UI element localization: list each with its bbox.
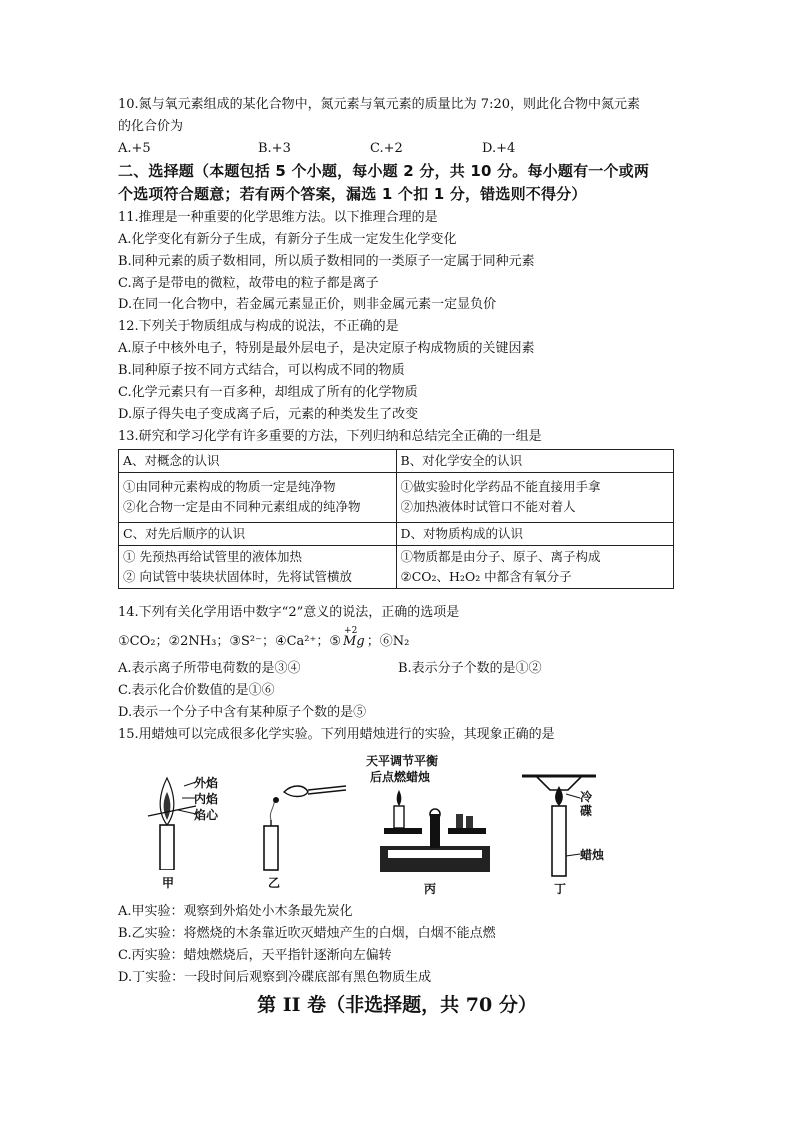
q11-option-c: C.离子是带电的微粒，故带电的粒子都是离子 [118,276,379,291]
q14-option-a: A.表示离子所带电荷数的是③④ [118,661,301,676]
q10-option-b: B.+3 [258,141,291,156]
q15-option-d: D.丁实验：一段时间后观察到冷碟底部有黑色物质生成 [118,970,432,985]
q11-option-a: A.化学变化有新分子生成，有新分子生成一定发生化学变化 [118,232,457,247]
q13-c-item2: ② 向试管中装块状固体时，先将试管横放 [123,569,352,584]
q11-stem: 11.推理是一种重要的化学思维方法。以下推理合理的是 [118,210,438,225]
q13-a-body [119,473,397,523]
q12-stem: 12.下列关于物质组成与构成的说法，不正确的是 [118,319,399,334]
q13-d-item2: ②CO₂、H₂O₂ 中都含有氧分子 [400,569,572,584]
fig-ding-candle-label: 蜡烛 [580,848,605,862]
fig-bing-title-line1: 天平调节平衡 [366,754,439,768]
q13-a-item2: ②化合物一定是由不同种元素组成的纯净物 [123,499,361,514]
q10-stem-line2: 的化合价为 [118,119,184,134]
q15-option-b: B.乙实验：将燃烧的木条靠近吹灭蜡烛产生的白烟，白烟不能点燃 [118,926,496,941]
q13-b-body [396,473,674,523]
q11-option-b: B.同种元素的质子数相同，所以质子数相同的一类原子一定属于同种元素 [118,254,535,269]
q13-c-body [119,546,397,589]
q10-option-d: D.+4 [482,141,516,156]
q14-options-row1 [118,659,678,679]
q13-d-heading: D、对物质构成的认识 [396,523,674,546]
q12-option-a: A.原子中核外电子，特别是最外层电子，是决定原子构成物质的关键因素 [118,341,535,356]
q14-stem: 14.下列有关化学用语中数字“2”意义的说法，正确的选项是 [118,605,460,620]
section2-heading-line2: 个选项符合题意；若有两个答案，漏选 1 个扣 1 分，错选则不得分） [118,185,587,203]
q13-c-heading: C、对先后顺序的认识 [119,523,397,546]
q13-b-item2: ②加热液体时试管口不能对着人 [400,499,576,514]
fig-jia-outer-label: 外焰 [194,776,219,790]
q10-option-a: A.+5 [118,141,151,156]
q14-formula-part2: ；⑥N₂ [366,634,410,649]
q14-option-c: C.表示化合价数值的是①⑥ [118,683,275,698]
fig-ding-label: 丁 [554,882,567,896]
fig-jia-label: 甲 [162,876,175,890]
q12-option-d: D.原子得失电子变成离子后，元素的种类发生了改变 [118,407,419,422]
q14-option-b: B.表示分子个数的是①② [398,661,542,676]
q11-option-d: D.在同一化合物中，若金属元素显正价，则非金属元素一定显负价 [118,297,497,312]
q14-option-d: D.表示一个分子中含有某种原子个数的是⑤ [118,705,367,720]
fig-bing-title-line2: 后点燃蜡烛 [370,770,431,784]
q15-option-c: C.丙实验：蜡烛燃烧后，天平指针逐渐向左偏转 [118,948,392,963]
q15-figures [118,750,678,898]
fig-jia-core-label: 焰心 [194,808,219,822]
q14-formula-mg [343,626,365,652]
q15-stem: 15.用蜡烛可以完成很多化学实验。下列用蜡烛进行的实验，其现象正确的是 [118,727,555,742]
q14-formula-mg-symbol: Mg [343,634,365,649]
blown-candle-figure [256,780,356,874]
fig-yi-label: 乙 [268,876,281,890]
fig-jia-inner-label: 内焰 [194,792,219,806]
q13-a-heading: A、对概念的认识 [119,450,397,473]
q14-formula-part1: ①CO₂；②2NH₃；③S²⁻；④Ca²⁺；⑤ [118,634,342,649]
part2-title: 第 II 卷（非选择题，共 70 分） [257,994,537,1016]
q13-c-item1: ① 先预热再给试管里的液体加热 [123,549,302,564]
q12-option-c: C.化学元素只有一百多种，却组成了所有的化学物质 [118,385,418,400]
fig-ding-dish-label: 冷碟 [580,790,593,818]
q13-stem: 13.研究和学习化学有许多重要的方法，下列归纳和总结完全正确的一组是 [118,429,542,444]
candle-flame-figure [138,770,248,870]
q13-b-item1: ①做实验时化学药品不能直接用手拿 [400,479,601,494]
q10-stem-line1: 10.氮与氧元素组成的某化合物中，氮元素与氧元素的质量比为 7:20，则此化合物中氮元素 [118,97,641,112]
q13-d-item1: ①物质都是由分子、原子、离子构成 [400,549,601,564]
q10-options [118,139,678,159]
q15-option-a: A.甲实验：观察到外焰处小木条最先炭化 [118,904,353,919]
q13-b-heading: B、对化学安全的认识 [396,450,674,473]
q13-a-item1: ①由同种元素构成的物质一定是纯净物 [123,479,336,494]
q14-formula-list [118,626,410,652]
section2-heading-line1: 二、选择题（本题包括 5 个小题，每小题 2 分，共 10 分。每小题有一个或两 [118,162,650,180]
q13-table [118,449,674,589]
q12-option-b: B.同种原子按不同方式结合，可以构成不同的物质 [118,363,405,378]
balance-figure [376,784,494,876]
fig-bing-label: 丙 [424,882,437,896]
q14-formula-mg-charge: +2 [344,626,358,636]
q13-d-body [396,546,674,589]
q10-option-c: C.+2 [370,141,403,156]
